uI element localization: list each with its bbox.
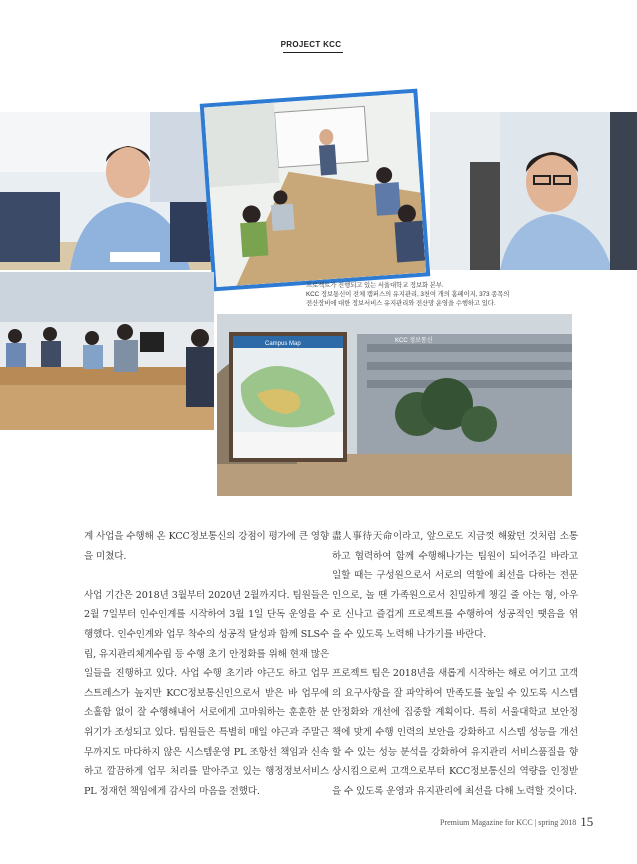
photo-caption — [306, 281, 606, 308]
photo-campus-map-sign — [217, 314, 572, 496]
body-column-left — [84, 527, 329, 821]
photo-man-with-glasses — [430, 112, 637, 270]
caption-line: 전산장비에 대한 정보서비스 유지관리와 전산망 운영을 수행하고 있다. — [306, 300, 496, 307]
magazine-name: Premium Magazine for KCC — [440, 818, 533, 827]
body-column-right — [332, 527, 578, 821]
photo-staff-at-desk — [0, 112, 214, 270]
caption-line: KCC 정보통신이 전체 캠퍼스의 유지관리, 3천여 개의 홈페이지, 373 종목의 — [306, 291, 510, 298]
paragraph: 사업 기간은 2018년 3월부터 2020년 2월까지다. 팀원들은 2월 7일부터 인수인계를 시작하여 3월 1일 단독 운영을 수행했다. 인수인계와 업무 착수의 성공적 달성과 함께 SLS수립, 유지관리체계수립 등 수행 초기 안정화를 위해 현재 많은 일들을 진행하고 있다. 사업 수행 초기라 야근도 하고 업무 스트레스가 높지만 KCC정보통신인으로서 받은 바 업무에 소홀함 없이 잘 수행해내어 서로에게 고마워하는 훈훈한 분위기가 조성되고 있다. 팀원들은 특별히 매일 야근과 주말근무까지도 마다하지 않은 시스템운영 PL 조항선 책임과 신속하고 깔끔하게 업무 처리를 맡아주고 있는 행정정보서비스 PL 정재헌 책임에게 감사의 마음을 전했다. — [84, 589, 329, 797]
paragraph: 계 사업을 수행해 온 KCC정보통신의 강점이 평가에 큰 영향을 미쳤다. — [84, 531, 329, 562]
caption-line: 프로젝트가 진행되고 있는 서울대학교 정보화 본부. — [306, 282, 444, 289]
footer-separator: | — [534, 818, 537, 827]
photo-office-workers-at-computers — [0, 272, 214, 430]
issue-label: spring 2018 — [538, 818, 577, 827]
campus-map-heading: Campus Map — [265, 341, 301, 347]
photo-meeting-room — [200, 89, 431, 292]
page-footer — [440, 814, 594, 830]
paragraph: 盡人事待天命이라고, 앞으로도 지금껏 해왔던 것처럼 소통하고 협력하여 함께 수행해나가는 팀원이 되어주길 바라고 일할 때는 구성원으로서 서로의 역할에 최선을 다하는 전문인으로, 놀 땐 가족원으로서 친밀하게 챙길 줄 아는 형, 아우로 신나고 즐겁게 프로젝트를 수행하여 성공적인 땟음을 엮을 수 있도록 노력해 나가기를 바란다. — [332, 531, 578, 640]
section-label-underline — [283, 52, 343, 53]
paragraph: 프로젝트 팀은 2018년을 새롭게 시작하는 해로 여기고 고객의 요구사항을 잘 파악하여 만족도를 높일 수 있도록 시스템 안정화와 개선에 집중할 계획이다. 특히 서울대학교 보안정책에 맞게 수행 인력의 보안을 강화하고 시스템 성능을 개선할 수 있는 성능 분석을 강화하여 유지관리 서비스품질을 향상시킴으로써 고객으로부터 KCC정보통신의 역량을 인정받을 수 있도록 운영과 유지관리에 최선을 다해 노력할 것이다. — [332, 668, 578, 797]
section-label: PROJECT KCC — [280, 40, 342, 49]
page-number: 15 — [580, 814, 594, 829]
building-sign-text: KCC 정보통신 — [395, 338, 433, 344]
